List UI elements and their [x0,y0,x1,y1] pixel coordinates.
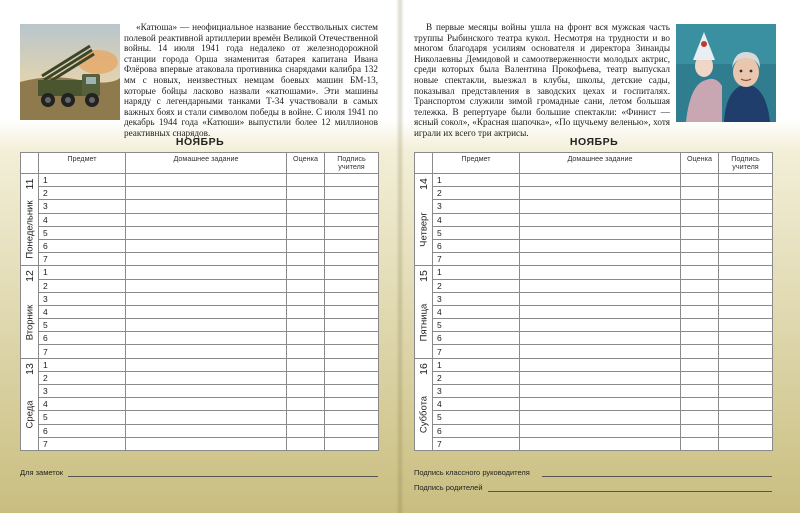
teacher-signature-cell[interactable] [719,239,773,252]
lesson-row [415,279,773,292]
lesson-number-subject-cell[interactable]: 7 [39,437,126,450]
homework-cell[interactable] [520,174,681,187]
lesson-row [415,292,773,305]
homework-cell[interactable] [126,226,287,239]
grade-cell[interactable] [287,305,325,318]
lesson-number-subject-cell[interactable]: 6 [433,332,520,345]
lesson-number-subject-cell[interactable]: 7 [433,437,520,450]
lesson-row [21,332,379,345]
grade-cell[interactable] [287,187,325,200]
lesson-number-subject-cell[interactable]: 5 [39,411,126,424]
homework-header: Домашнее задание [126,153,287,174]
teacher-signature-cell[interactable] [325,266,379,279]
teacher-signature-cell[interactable] [325,253,379,266]
grade-cell[interactable] [681,239,719,252]
lesson-row [21,239,379,252]
grade-header: Оценка [681,153,719,174]
teacher-signature-cell[interactable] [719,398,773,411]
grade-cell[interactable] [287,292,325,305]
homework-cell[interactable] [520,187,681,200]
grade-cell[interactable] [681,292,719,305]
grade-cell[interactable] [681,332,719,345]
grade-cell[interactable] [681,371,719,384]
day-number: 12 [23,270,36,283]
lesson-number-subject-cell[interactable]: 4 [39,398,126,411]
grade-cell[interactable] [287,239,325,252]
teacher-signature-cell[interactable] [719,226,773,239]
day-column-header [21,153,39,174]
lesson-row [415,385,773,398]
teacher-signature-cell[interactable] [325,345,379,358]
class-teacher-signature-line[interactable] [542,476,772,477]
grade-cell[interactable] [681,305,719,318]
lesson-number-subject-cell[interactable]: 3 [433,292,520,305]
grade-cell[interactable] [681,279,719,292]
homework-cell[interactable] [126,200,287,213]
homework-cell[interactable] [126,437,287,450]
lesson-number-subject-cell[interactable]: 5 [39,319,126,332]
lesson-number-subject-cell[interactable]: 5 [433,411,520,424]
homework-cell[interactable] [126,411,287,424]
lesson-row [21,292,379,305]
homework-cell[interactable] [520,437,681,450]
homework-cell[interactable] [520,239,681,252]
parents-signature-label: Подпись родителей [414,483,483,492]
teacher-signature-cell[interactable] [719,187,773,200]
homework-cell[interactable] [126,332,287,345]
lesson-number-subject-cell[interactable]: 1 [39,358,126,371]
subject-header: Предмет [39,153,126,174]
lesson-row [21,385,379,398]
day-number: 11 [23,178,36,190]
homework-cell[interactable] [520,319,681,332]
lesson-row [415,200,773,213]
lesson-row [415,424,773,437]
lesson-number-subject-cell[interactable]: 5 [433,319,520,332]
grade-cell[interactable] [287,437,325,450]
homework-cell[interactable] [520,345,681,358]
grade-cell[interactable] [287,226,325,239]
teacher-signature-cell[interactable] [325,200,379,213]
day-column-header [415,153,433,174]
lesson-row [21,345,379,358]
teacher-signature-cell[interactable] [719,371,773,384]
class-teacher-signature-label: Подпись классного руководителя [414,468,530,477]
lesson-number-subject-cell[interactable]: 1 [433,266,520,279]
day-name: Понедельник [24,200,35,259]
teacher-signature-cell[interactable] [325,305,379,318]
lesson-row [415,226,773,239]
teacher-signature-cell[interactable] [719,424,773,437]
day-name: Пятница [418,303,429,341]
lesson-number-subject-cell[interactable]: 1 [39,174,126,187]
grade-cell[interactable] [287,371,325,384]
teacher-signature-cell[interactable] [325,239,379,252]
grade-cell[interactable] [287,213,325,226]
grade-cell[interactable] [681,200,719,213]
teacher-signature-cell[interactable] [719,358,773,371]
grade-cell[interactable] [681,345,719,358]
grade-cell[interactable] [287,319,325,332]
homework-cell[interactable] [520,253,681,266]
lesson-number-subject-cell[interactable]: 7 [433,253,520,266]
teacher-signature-cell[interactable] [719,174,773,187]
grade-cell[interactable] [287,385,325,398]
grade-cell[interactable] [681,253,719,266]
lesson-number-subject-cell[interactable]: 3 [433,200,520,213]
teacher-signature-cell[interactable] [325,358,379,371]
teacher-signature-header: Подпись учителя [719,153,773,174]
grade-cell[interactable] [287,200,325,213]
grade-cell[interactable] [681,319,719,332]
grade-cell[interactable] [287,332,325,345]
lesson-row [21,253,379,266]
teacher-signature-cell[interactable] [719,305,773,318]
homework-cell[interactable] [520,200,681,213]
grade-cell[interactable] [681,411,719,424]
teacher-signature-cell[interactable] [719,345,773,358]
lesson-row [415,319,773,332]
lesson-row [21,411,379,424]
grade-cell[interactable] [287,253,325,266]
teacher-signature-cell[interactable] [325,411,379,424]
lesson-row [21,266,379,279]
teacher-signature-cell[interactable] [719,279,773,292]
grade-cell[interactable] [287,358,325,371]
notes-line[interactable] [68,476,378,477]
homework-cell[interactable] [126,174,287,187]
lesson-number-subject-cell[interactable]: 3 [433,385,520,398]
day-name: Четверг [418,212,429,248]
lesson-row [21,424,379,437]
homework-cell[interactable] [520,292,681,305]
day-number: 14 [417,178,430,190]
teacher-signature-cell[interactable] [325,226,379,239]
lesson-number-subject-cell[interactable]: 7 [39,253,126,266]
teacher-signature-cell[interactable] [719,332,773,345]
grade-cell[interactable] [681,213,719,226]
lesson-number-subject-cell[interactable]: 2 [39,187,126,200]
lesson-number-subject-cell[interactable]: 2 [433,371,520,384]
homework-cell[interactable] [126,371,287,384]
lesson-number-subject-cell[interactable]: 6 [433,424,520,437]
homework-cell[interactable] [126,187,287,200]
homework-cell[interactable] [126,279,287,292]
teacher-signature-cell[interactable] [325,213,379,226]
day-name: Суббота [418,395,429,434]
lesson-number-subject-cell[interactable]: 3 [39,385,126,398]
homework-header: Домашнее задание [520,153,681,174]
lesson-number-subject-cell[interactable]: 6 [39,332,126,345]
teacher-signature-cell[interactable] [325,332,379,345]
homework-cell[interactable] [126,239,287,252]
teacher-signature-cell[interactable] [325,398,379,411]
homework-cell[interactable] [126,319,287,332]
teacher-signature-cell[interactable] [325,424,379,437]
grade-cell[interactable] [287,266,325,279]
homework-cell[interactable] [520,411,681,424]
grade-cell[interactable] [681,266,719,279]
lesson-row [21,174,379,187]
teacher-signature-cell[interactable] [719,292,773,305]
lesson-row [415,345,773,358]
lesson-row [21,437,379,450]
day-cell [21,358,39,450]
lesson-row [415,358,773,371]
homework-cell[interactable] [126,398,287,411]
day-cell [415,266,433,358]
notes-label: Для заметок [20,468,64,477]
day-name: Среда [24,400,35,429]
lesson-number-subject-cell[interactable]: 4 [433,305,520,318]
teacher-signature-cell[interactable] [719,200,773,213]
teacher-signature-header: Подпись учителя [325,153,379,174]
homework-cell[interactable] [126,253,287,266]
homework-cell[interactable] [520,226,681,239]
grade-cell[interactable] [681,424,719,437]
homework-cell[interactable] [126,385,287,398]
homework-cell[interactable] [520,358,681,371]
lesson-row [415,332,773,345]
lesson-row [21,305,379,318]
grade-cell[interactable] [681,174,719,187]
homework-cell[interactable] [520,398,681,411]
lesson-number-subject-cell[interactable]: 3 [39,292,126,305]
lesson-row [21,358,379,371]
lesson-row [415,239,773,252]
homework-cell[interactable] [126,305,287,318]
parents-signature-line[interactable] [488,491,772,492]
lesson-number-subject-cell[interactable]: 1 [433,358,520,371]
lesson-row [21,187,379,200]
homework-cell[interactable] [520,279,681,292]
lesson-number-subject-cell[interactable]: 6 [39,424,126,437]
teacher-signature-cell[interactable] [719,266,773,279]
teacher-signature-cell[interactable] [325,385,379,398]
day-number: 13 [23,362,36,375]
subject-header: Предмет [433,153,520,174]
homework-cell[interactable] [520,305,681,318]
teacher-signature-cell[interactable] [325,174,379,187]
teacher-signature-cell[interactable] [719,319,773,332]
grade-cell[interactable] [287,398,325,411]
lesson-row [21,279,379,292]
day-cell [415,358,433,450]
lesson-row [21,200,379,213]
homework-cell[interactable] [126,358,287,371]
homework-cell[interactable] [520,213,681,226]
diary-table-right [414,152,773,451]
lesson-number-subject-cell[interactable]: 5 [39,226,126,239]
lesson-row [415,187,773,200]
day-name: Вторник [24,304,35,340]
teacher-signature-cell[interactable] [719,213,773,226]
lesson-number-subject-cell[interactable]: 2 [39,371,126,384]
lesson-number-subject-cell[interactable]: 4 [433,213,520,226]
grade-cell[interactable] [681,358,719,371]
grade-cell[interactable] [287,174,325,187]
day-cell [21,174,39,266]
teacher-signature-cell[interactable] [325,371,379,384]
lesson-row [21,213,379,226]
grade-cell[interactable] [681,187,719,200]
day-cell [21,266,39,358]
lesson-number-subject-cell[interactable]: 4 [39,305,126,318]
grade-cell[interactable] [287,424,325,437]
homework-cell[interactable] [126,266,287,279]
teacher-signature-cell[interactable] [719,437,773,450]
day-number: 15 [417,270,430,283]
homework-cell[interactable] [126,424,287,437]
lesson-row [415,213,773,226]
lesson-number-subject-cell[interactable]: 7 [433,345,520,358]
lesson-row [21,319,379,332]
grade-cell[interactable] [681,437,719,450]
right-page [400,0,800,513]
lesson-number-subject-cell[interactable]: 7 [39,345,126,358]
month-title: НОЯБРЬ [175,136,225,148]
lesson-row [415,174,773,187]
lesson-number-subject-cell[interactable]: 6 [39,239,126,252]
homework-cell[interactable] [520,371,681,384]
katyusha-photo [20,24,120,120]
lesson-row [415,305,773,318]
homework-cell[interactable] [126,292,287,305]
day-number: 16 [417,362,430,375]
lesson-number-subject-cell[interactable]: 1 [39,266,126,279]
lesson-number-subject-cell[interactable]: 2 [39,279,126,292]
day-cell [415,174,433,266]
lesson-number-subject-cell[interactable]: 1 [433,174,520,187]
lesson-number-subject-cell[interactable]: 3 [39,200,126,213]
lesson-number-subject-cell[interactable]: 5 [433,226,520,239]
homework-cell[interactable] [520,332,681,345]
diary-table-left [20,152,379,451]
grade-header: Оценка [287,153,325,174]
lesson-row [21,226,379,239]
lesson-row [415,266,773,279]
lesson-number-subject-cell[interactable]: 6 [433,239,520,252]
teacher-signature-cell[interactable] [325,437,379,450]
homework-cell[interactable] [520,424,681,437]
lesson-row [415,437,773,450]
grade-cell[interactable] [681,226,719,239]
homework-cell[interactable] [520,385,681,398]
lesson-number-subject-cell[interactable]: 2 [433,187,520,200]
grade-cell[interactable] [287,345,325,358]
teacher-signature-cell[interactable] [719,385,773,398]
lesson-number-subject-cell[interactable]: 2 [433,279,520,292]
lesson-row [415,253,773,266]
teacher-signature-cell[interactable] [325,187,379,200]
lesson-row [415,398,773,411]
month-title: НОЯБРЬ [569,136,619,148]
teacher-signature-cell[interactable] [325,279,379,292]
teacher-signature-cell[interactable] [325,319,379,332]
teacher-signature-cell[interactable] [719,411,773,424]
article-katyusha: «Катюша» — неофициальное название бесствольных систем полевой реактивной артиллерии времён Великой Отечественной войны. 14 июля 1941 года недалеко от железнодорожной станции города Орша знаменитая батарея капитана Ивана Флёрова впервые атаковала противника снарядами калибра 132 мм с новых, неизвестных немцам боевых машин БМ-13, которые бойцы ласково назвали «катюшами». Эти машины наряду с легендарными танками Т-34 участвовали в самых важных боях и стали символом победы в войне. С июля 1941 по декабрь 1944 года «Катюши» выпустили более 12 миллионов реактивных снарядов. [124,22,378,138]
lesson-row [415,411,773,424]
teacher-signature-cell[interactable] [719,253,773,266]
article-puppet-theatre: В первые месяцы войны ушла на фронт вся мужская часть труппы Рыбинского театра кукол. Несмотря на трудности и во многом благодаря усилиям основателя и директора Зинаиды Николаевны Демидовой и самоотверженности молодых актрис, среди которых была Валентина Прокофьева, театр выпускал новые спектакли, выезжал в клубы, школы, детские сады, показывал представления в заводских цехах и госпиталях. Транспортом служили зимой громадные сани, летом большая тележка. В репертуаре были большие спектакли: «Финист — ясный сокол», «Красная шапочка», «По щучьему веленью», хотя играли их всего три актрисы. [414,22,670,138]
lesson-row [21,398,379,411]
grade-cell[interactable] [287,411,325,424]
homework-cell[interactable] [520,266,681,279]
teacher-signature-cell[interactable] [325,292,379,305]
lesson-row [21,371,379,384]
grade-cell[interactable] [681,385,719,398]
lesson-number-subject-cell[interactable]: 4 [433,398,520,411]
grade-cell[interactable] [681,398,719,411]
grade-cell[interactable] [287,279,325,292]
homework-cell[interactable] [126,345,287,358]
lesson-number-subject-cell[interactable]: 4 [39,213,126,226]
homework-cell[interactable] [126,213,287,226]
puppet-actress-photo [676,24,776,122]
lesson-row [415,371,773,384]
